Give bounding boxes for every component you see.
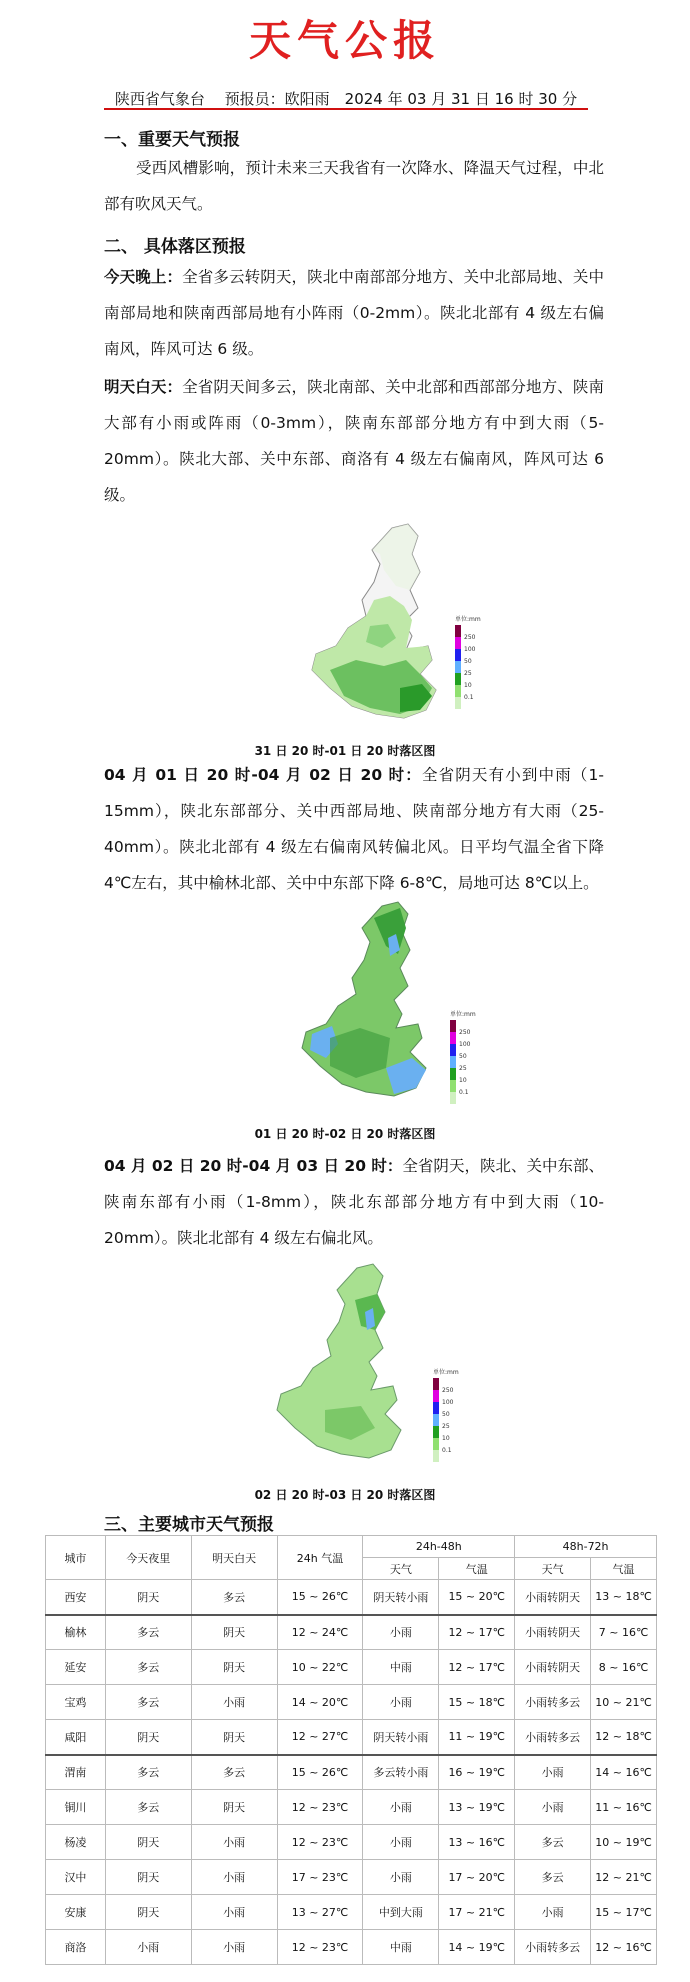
table-cell: 15 ~ 17℃ [591,1895,657,1930]
table-cell: 15 ~ 26℃ [277,1580,363,1615]
table-cell: 12 ~ 17℃ [439,1650,515,1685]
table-cell: 多云 [515,1860,591,1895]
table-cell: 小雨 [363,1860,439,1895]
table-cell: 中到大雨 [363,1895,439,1930]
col-temp: 气温 [591,1558,657,1580]
city-name-cell: 商洛 [46,1930,106,1965]
table-cell: 16 ~ 19℃ [439,1755,515,1790]
legend-label: 50 [442,1411,450,1418]
table-row [46,1895,657,1930]
legend-swatch [433,1390,439,1402]
legend-swatch [455,661,461,673]
header-divider [104,108,588,110]
legend-label: 250 [464,634,476,641]
period3-label: 04 月 02 日 20 时-04 月 03 日 20 时： [104,1157,403,1175]
table-cell: 多云 [105,1685,191,1720]
table-row [46,1825,657,1860]
map-3-caption: 02 日 20 时-03 日 20 时落区图 [254,1488,436,1502]
table-row [46,1860,657,1895]
legend-swatch [433,1438,439,1450]
city-name-cell: 杨凌 [46,1825,106,1860]
legend-label: 250 [459,1029,471,1036]
table-cell: 小雨 [191,1930,277,1965]
table-row [46,1720,657,1755]
table-cell: 13 ~ 27℃ [277,1895,363,1930]
table-cell: 11 ~ 16℃ [591,1790,657,1825]
table-cell: 12 ~ 16℃ [591,1930,657,1965]
legend-swatch [455,697,461,709]
table-cell: 小雨转阴天 [515,1650,591,1685]
period2-forecast [104,757,604,901]
tonight-label: 今天晚上： [104,268,183,286]
table-cell: 多云 [515,1825,591,1860]
col-24-48h: 24h-48h [363,1536,515,1558]
legend-swatches [433,1378,439,1462]
col-tonight: 今天夜里 [105,1536,191,1580]
table-row [46,1650,657,1685]
table-cell: 阴天 [105,1895,191,1930]
legend-label: 0.1 [442,1447,452,1454]
map-3-legend [433,1368,463,1468]
table-cell: 小雨转多云 [515,1685,591,1720]
legend-unit: 单位:mm [455,616,481,623]
table-cell: 17 ~ 21℃ [439,1895,515,1930]
city-forecast-table [45,1535,657,1965]
table-cell: 多云 [105,1615,191,1650]
table-cell: 小雨转阴天 [515,1615,591,1650]
table-cell: 10 ~ 19℃ [591,1825,657,1860]
table-cell: 小雨 [515,1895,591,1930]
table-cell: 小雨 [515,1755,591,1790]
city-name-cell: 安康 [46,1895,106,1930]
period2-text: 全省阴天有小到中雨（1-15mm），陕北东部部分、关中西部局地、陕南部分地方有大雨（25-40mm）。陕北北部有 4 级左右偏南风转偏北风。日平均气温全省下降 4℃左右，其中榆林北部、关中中东部下降 6-8℃，局地可达 8℃以上。 [104,766,604,892]
table-cell: 阴天 [105,1860,191,1895]
table-cell: 多云 [105,1790,191,1825]
table-cell: 15 ~ 20℃ [439,1580,515,1615]
legend-swatch [455,685,461,697]
table-cell: 12 ~ 18℃ [591,1720,657,1755]
table-cell: 12 ~ 23℃ [277,1790,363,1825]
legend-label: 10 [442,1435,450,1442]
legend-label: 10 [464,682,472,689]
table-cell: 多云 [191,1755,277,1790]
table-cell: 13 ~ 16℃ [439,1825,515,1860]
section2-heading: 二、 具体落区预报 [104,237,246,257]
legend-swatch [433,1426,439,1438]
legend-swatch [450,1056,456,1068]
city-name-cell: 宝鸡 [46,1685,106,1720]
table-cell: 中雨 [363,1930,439,1965]
legend-swatch [450,1080,456,1092]
legend-label: 25 [464,670,472,677]
col-24h-temp: 24h 气温 [277,1536,363,1580]
legend-swatch [455,625,461,637]
table-cell: 多云转小雨 [363,1755,439,1790]
legend-label: 0.1 [464,694,474,701]
precip-map-2 [290,898,520,1112]
table-cell: 阴天转小雨 [363,1720,439,1755]
table-cell: 小雨 [363,1825,439,1860]
table-cell: 13 ~ 19℃ [439,1790,515,1825]
city-name-cell: 渭南 [46,1755,106,1790]
legend-label: 10 [459,1077,467,1084]
legend-label: 50 [459,1053,467,1060]
legend-label: 100 [464,646,476,653]
table-cell: 8 ~ 16℃ [591,1650,657,1685]
tomorrow-forecast [104,369,604,513]
col-48-72h: 48h-72h [515,1536,657,1558]
legend-label: 100 [459,1041,471,1048]
table-cell: 多云 [191,1580,277,1615]
table-cell: 12 ~ 24℃ [277,1615,363,1650]
legend-swatch [455,637,461,649]
table-cell: 小雨转阴天 [515,1580,591,1615]
legend-label: 250 [442,1387,454,1394]
city-rows [46,1580,657,1965]
legend-swatch [455,673,461,685]
page-title: 天气公报 [248,16,441,65]
legend-label: 0.1 [459,1089,469,1096]
city-name-cell: 西安 [46,1580,106,1615]
map-1-legend [455,615,485,715]
legend-unit: 单位:mm [450,1011,476,1018]
table-cell: 小雨 [363,1685,439,1720]
table-row [46,1580,657,1615]
legend-swatch [450,1092,456,1104]
col-city: 城市 [46,1536,106,1580]
legend-swatch [433,1378,439,1390]
table-cell: 小雨转多云 [515,1930,591,1965]
legend-swatch [450,1044,456,1056]
col-tomorrow: 明天白天 [191,1536,277,1580]
tonight-text: 全省多云转阴天，陕北中南部部分地方、关中北部局地、关中南部局地和陕南西部局地有小阵雨（0-2mm）。陕北北部有 4 级左右偏南风，阵风可达 6 级。 [104,268,604,358]
table-cell: 15 ~ 18℃ [439,1685,515,1720]
table-cell: 11 ~ 19℃ [439,1720,515,1755]
legend-unit: 单位:mm [433,1369,459,1376]
table-cell: 12 ~ 27℃ [277,1720,363,1755]
legend-swatch [455,649,461,661]
legend-label: 50 [464,658,472,665]
legend-swatch [433,1450,439,1462]
map-2-graphic [290,898,520,1108]
tomorrow-label: 明天白天： [104,378,183,396]
table-cell: 小雨 [363,1615,439,1650]
section3-heading: 三、主要城市天气预报 [104,1515,274,1535]
table-cell: 阴天 [191,1650,277,1685]
period3-forecast [104,1148,604,1256]
table-cell: 阴天 [191,1790,277,1825]
precip-map-1 [300,520,530,734]
table-cell: 10 ~ 22℃ [277,1650,363,1685]
table-cell: 17 ~ 20℃ [439,1860,515,1895]
legend-swatch [450,1032,456,1044]
legend-swatch [433,1402,439,1414]
table-cell: 14 ~ 20℃ [277,1685,363,1720]
legend-swatches [455,625,461,709]
table-cell: 小雨转多云 [515,1720,591,1755]
table-cell: 12 ~ 17℃ [439,1615,515,1650]
table-cell: 小雨 [191,1895,277,1930]
period3-text: 全省阴天，陕北、关中东部、陕南东部有小雨（1-8mm），陕北东部部分地方有中到大雨（10-20mm）。陕北北部有 4 级左右偏北风。 [104,1157,604,1247]
table-cell: 阴天 [105,1580,191,1615]
table-cell: 12 ~ 23℃ [277,1930,363,1965]
table-cell: 阴天 [105,1825,191,1860]
map-2-legend [450,1010,480,1110]
table-row [46,1930,657,1965]
table-cell: 14 ~ 16℃ [591,1755,657,1790]
table-cell: 15 ~ 26℃ [277,1755,363,1790]
precip-map-3 [265,1260,495,1474]
table-cell: 小雨 [515,1790,591,1825]
col-weather: 天气 [363,1558,439,1580]
table-cell: 7 ~ 16℃ [591,1615,657,1650]
table-cell: 中雨 [363,1650,439,1685]
table-row [46,1755,657,1790]
table-cell: 小雨 [105,1930,191,1965]
city-name-cell: 咸阳 [46,1720,106,1755]
issuer-line: 陕西省气象台 预报员：欧阳雨 2024 年 03 月 31 日 16 时 30 分 [114,90,578,108]
period2-label: 04 月 01 日 20 时-04 月 02 日 20 时： [104,766,422,784]
city-name-cell: 铜川 [46,1790,106,1825]
map-1-caption: 31 日 20 时-01 日 20 时落区图 [254,744,436,758]
legend-swatch [433,1414,439,1426]
table-row [46,1790,657,1825]
legend-label: 25 [442,1423,450,1430]
table-cell: 12 ~ 23℃ [277,1825,363,1860]
col-temp: 气温 [439,1558,515,1580]
tomorrow-text: 全省阴天间多云，陕北南部、关中北部和西部部分地方、陕南大部有小雨或阵雨（0-3mm），陕南东部部分地方有中到大雨（5-20mm）。陕北大部、关中东部、商洛有 4 级左右偏南风，阵风可达 6 级。 [104,378,604,504]
table-cell: 14 ~ 19℃ [439,1930,515,1965]
table-cell: 阴天转小雨 [363,1580,439,1615]
table-cell: 12 ~ 21℃ [591,1860,657,1895]
city-name-cell: 延安 [46,1650,106,1685]
legend-labels [459,1029,471,1096]
table-cell: 阴天 [191,1720,277,1755]
section1-text: 受西风槽影响，预计未来三天我省有一次降水、降温天气过程，中北部有吹风天气。 [104,159,604,213]
legend-labels [464,634,476,701]
table-cell: 小雨 [191,1860,277,1895]
table-cell: 小雨 [191,1825,277,1860]
table-cell: 17 ~ 23℃ [277,1860,363,1895]
tonight-forecast [104,259,604,367]
legend-swatch [450,1020,456,1032]
table-cell: 10 ~ 21℃ [591,1685,657,1720]
legend-label: 25 [459,1065,467,1072]
table-cell: 小雨 [191,1685,277,1720]
table-cell: 阴天 [191,1615,277,1650]
table-cell: 多云 [105,1650,191,1685]
section1-heading: 一、重要天气预报 [104,130,240,150]
table-cell: 小雨 [363,1790,439,1825]
map-1-graphic [300,520,530,730]
table-row [46,1615,657,1650]
legend-labels [442,1387,454,1454]
col-weather: 天气 [515,1558,591,1580]
map-2-caption: 01 日 20 时-02 日 20 时落区图 [254,1127,436,1141]
table-cell: 多云 [105,1755,191,1790]
table-cell: 阴天 [105,1720,191,1755]
city-name-cell: 汉中 [46,1860,106,1895]
table-row [46,1685,657,1720]
legend-label: 100 [442,1399,454,1406]
legend-swatches [450,1020,456,1104]
legend-swatch [450,1068,456,1080]
table-cell: 13 ~ 18℃ [591,1580,657,1615]
city-name-cell: 榆林 [46,1615,106,1650]
